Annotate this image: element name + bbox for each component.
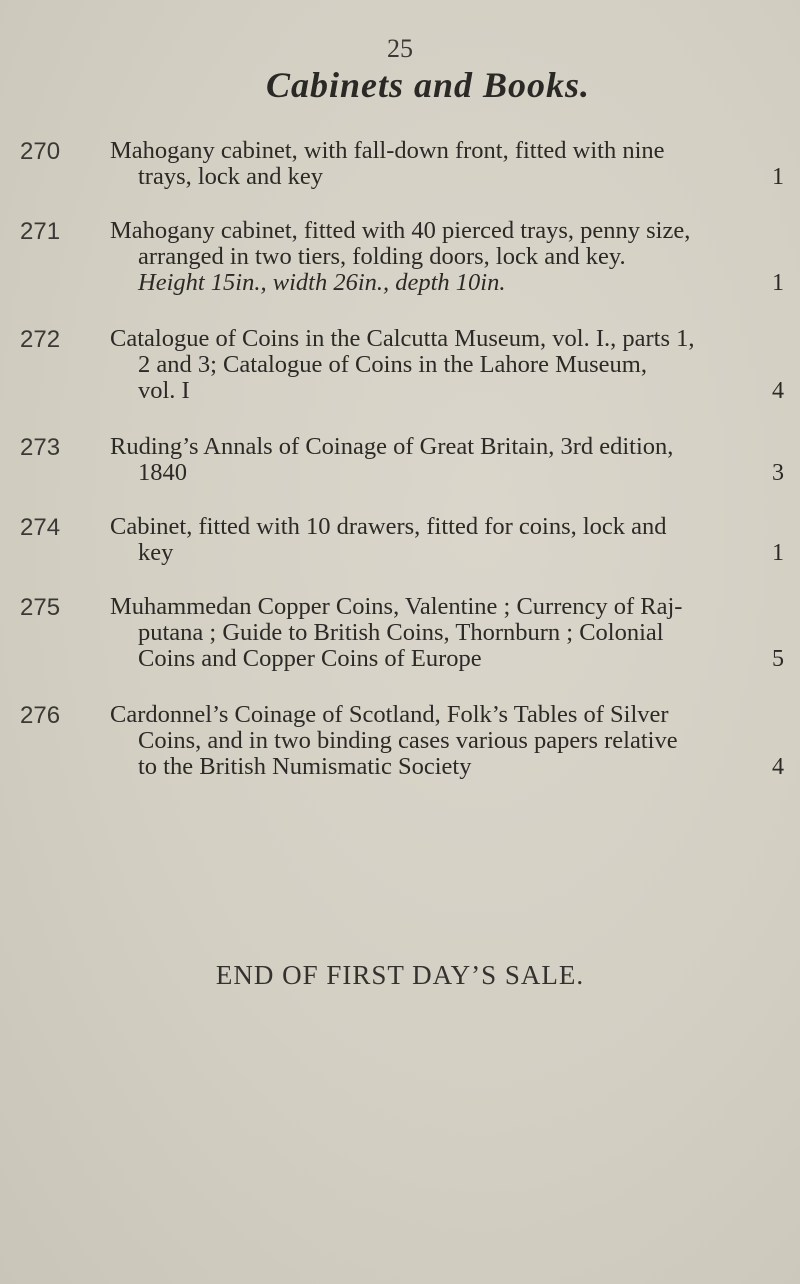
- description-line: [110, 164, 784, 190]
- description-line: Mahogany cabinet, with fall-down front, fitted with nine: [110, 137, 665, 164]
- description-line: Cardonnel’s Coinage of Scotland, Folk’s Tables of Silver: [110, 701, 669, 728]
- lot-description: [110, 514, 784, 566]
- lot-number: 270: [20, 138, 61, 165]
- description-line: [110, 378, 784, 404]
- end-of-sale-note: END OF FIRST DAY’S SALE.: [215, 960, 585, 990]
- description-text: to the British Numismatic Society: [138, 753, 472, 780]
- description-line: Ruding’s Annals of Coinage of Great Britain, 3rd edition,: [110, 433, 674, 460]
- lot-description: [110, 218, 784, 296]
- lot-number: 271: [20, 218, 61, 245]
- lot-description: [110, 594, 784, 672]
- description-text: Coins and Copper Coins of Europe: [138, 645, 482, 672]
- lot-number: 274: [20, 514, 61, 541]
- description-line: Muhammedan Copper Coins, Valentine ; Currency of Raj-: [110, 593, 683, 620]
- description-text: vol. I: [138, 377, 190, 404]
- description-line: putana ; Guide to British Coins, Thornburn ; Colonial: [138, 619, 664, 646]
- description-text: trays, lock and key: [138, 163, 324, 190]
- description-line: Mahogany cabinet, fitted with 40 pierced trays, penny size,: [110, 217, 691, 244]
- description-text: key: [138, 539, 174, 566]
- lot-number: 272: [20, 326, 61, 353]
- lot-number: 276: [20, 702, 61, 729]
- description-text: Height 15in., width 26in., depth 10in.: [138, 269, 506, 296]
- description-line: 2 and 3; Catalogue of Coins in the Lahore Museum,: [138, 351, 647, 378]
- description-line: [110, 754, 784, 780]
- description-line: Catalogue of Coins in the Calcutta Museum, vol. I., parts 1,: [110, 325, 695, 352]
- lot-description: [110, 326, 784, 404]
- description-line: [110, 646, 784, 672]
- lot-description: [110, 434, 784, 486]
- description-line: Cabinet, fitted with 10 drawers, fitted for coins, lock and: [110, 513, 667, 540]
- section-heading: Cabinets and Books.: [265, 65, 591, 105]
- lot-quantity: 1: [772, 164, 784, 190]
- description-line: Coins, and in two binding cases various papers relative: [138, 727, 678, 754]
- lot-quantity: 4: [772, 378, 784, 404]
- description-line: [110, 270, 784, 296]
- description-line: arranged in two tiers, folding doors, lock and key.: [138, 243, 626, 270]
- lot-quantity: 5: [772, 646, 784, 672]
- lot-quantity: 1: [772, 540, 784, 566]
- lot-description: [110, 138, 784, 190]
- page-number: 25: [387, 34, 413, 63]
- description-line: [110, 460, 784, 486]
- lot-quantity: 1: [772, 270, 784, 296]
- lot-number: 273: [20, 434, 61, 461]
- lot-number: 275: [20, 594, 61, 621]
- lot-quantity: 4: [772, 754, 784, 780]
- lot-quantity: 3: [772, 460, 784, 486]
- lot-description: [110, 702, 784, 780]
- description-line: [110, 540, 784, 566]
- description-text: 1840: [138, 459, 187, 486]
